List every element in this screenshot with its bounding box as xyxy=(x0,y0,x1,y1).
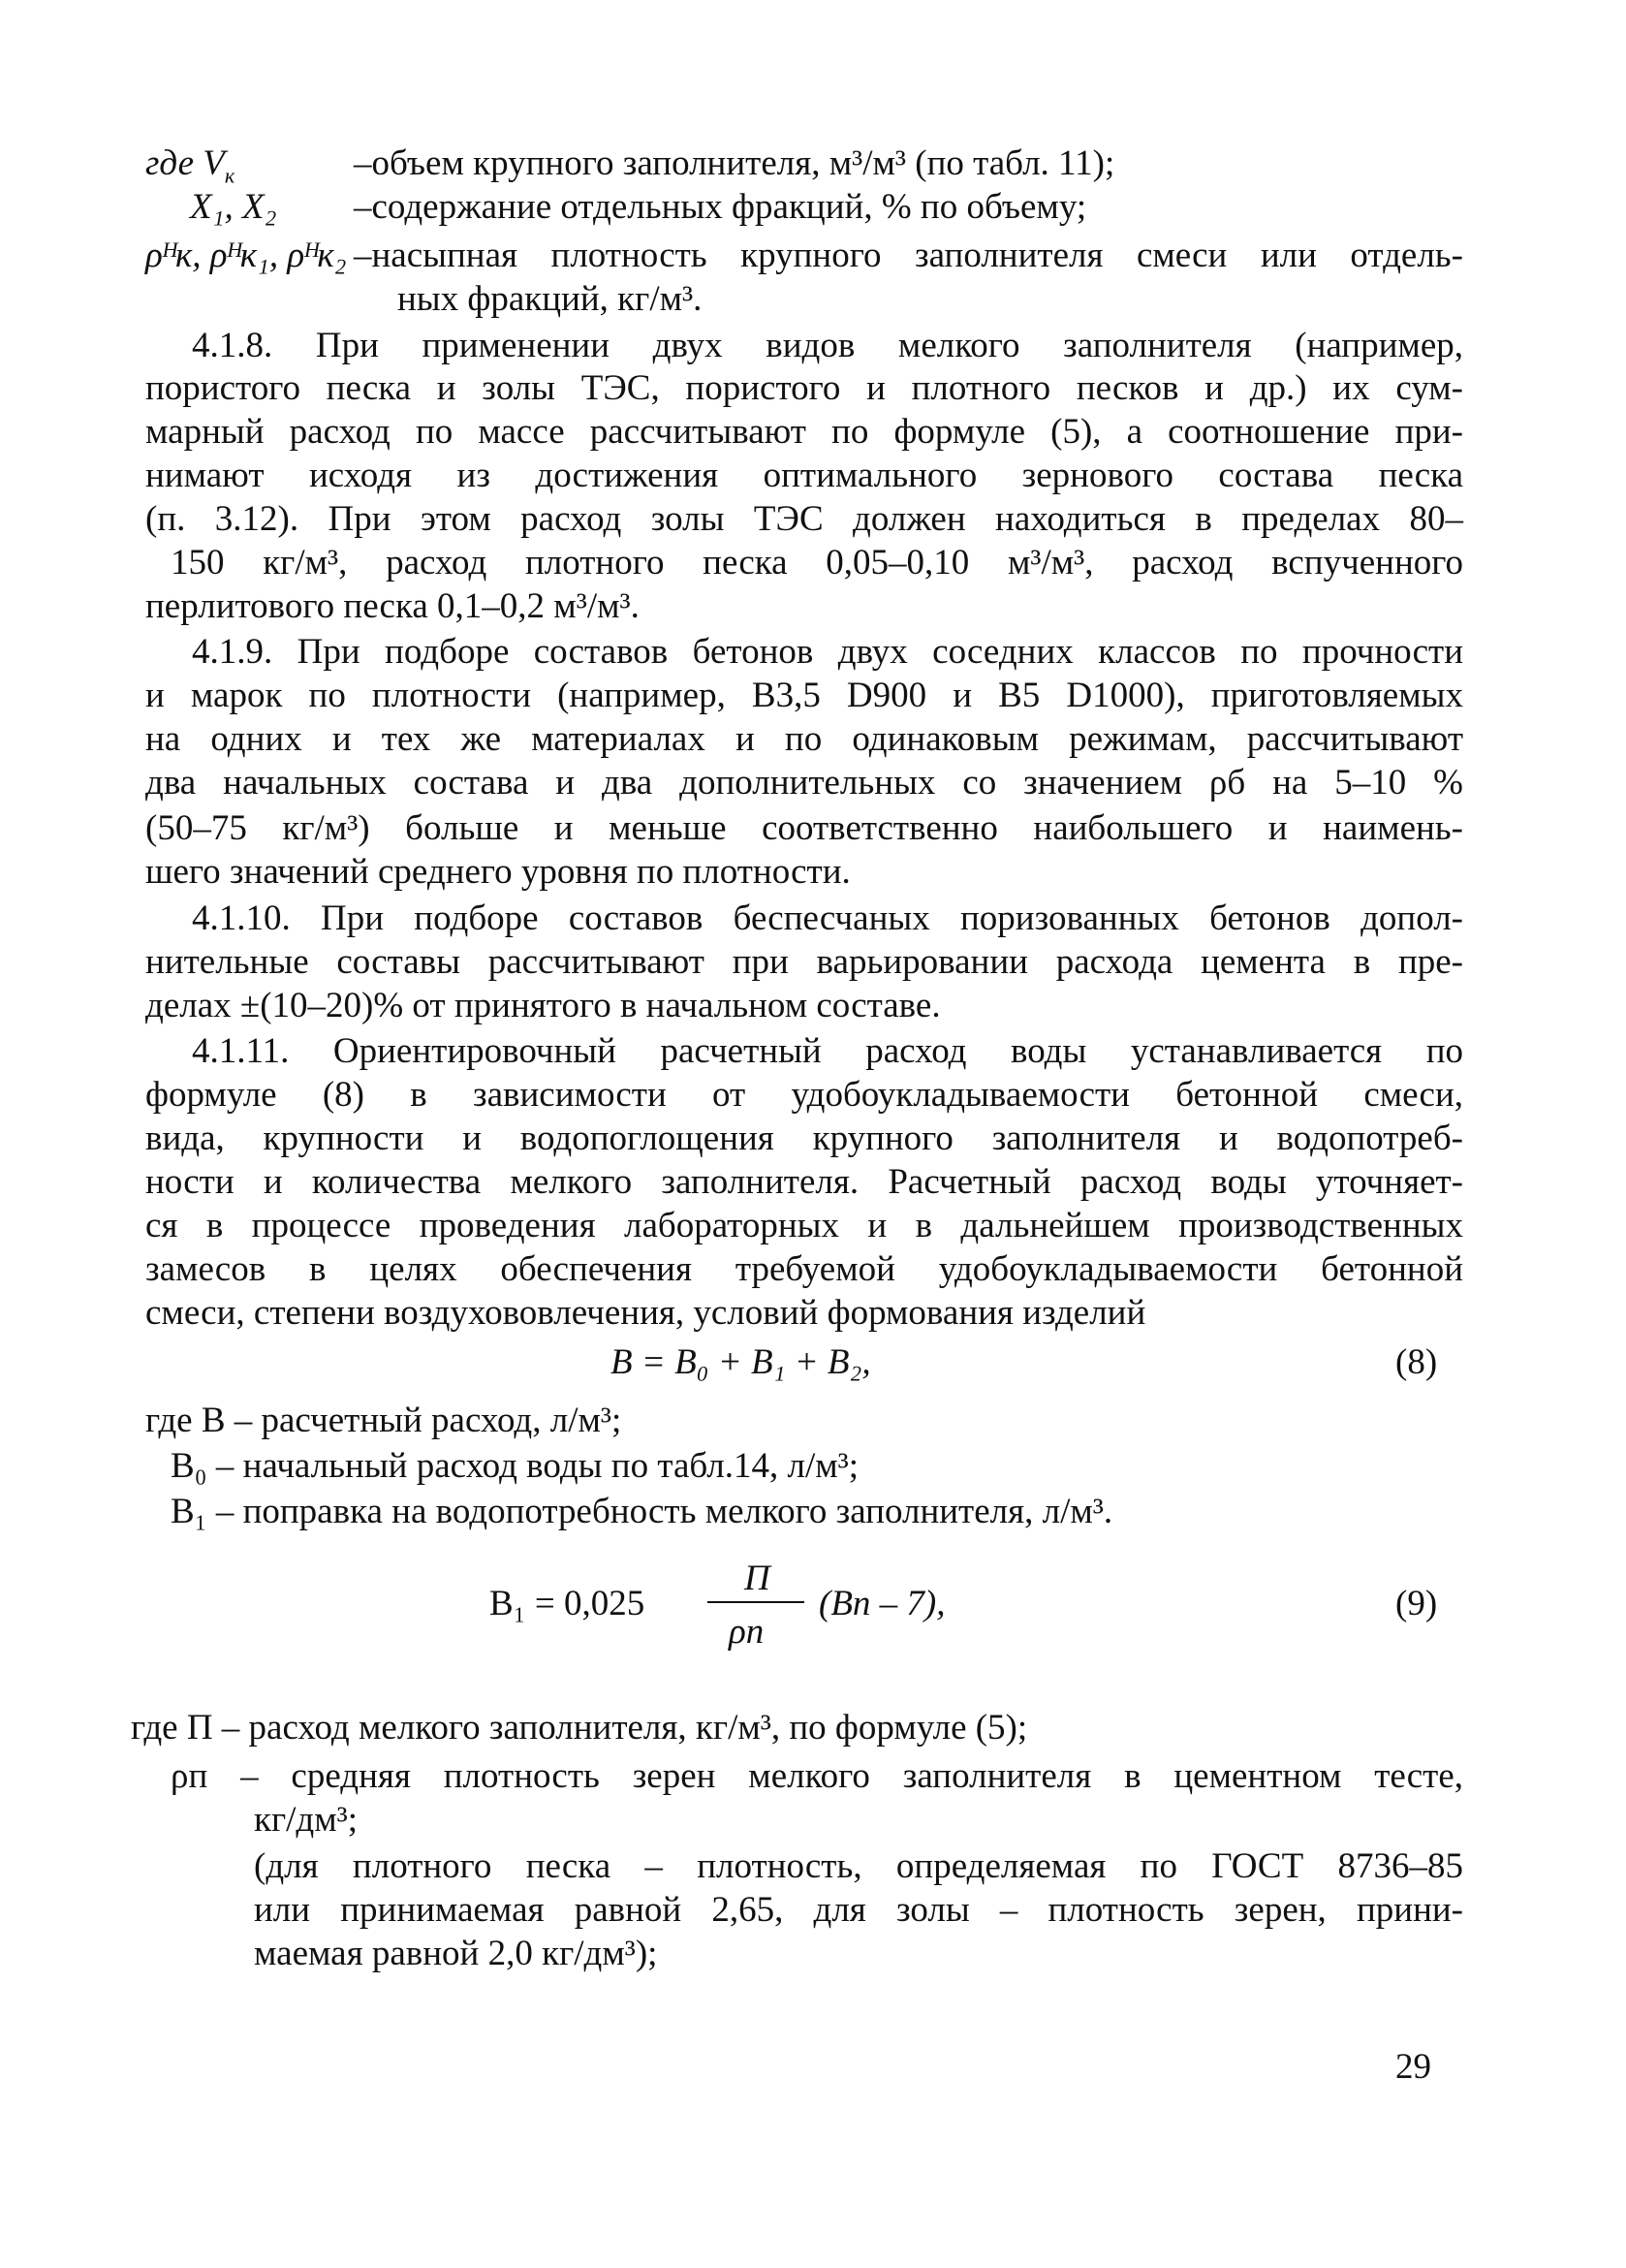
p418-line-4: нимают исходя из достижения оптимального зернового состава песка xyxy=(145,456,1463,495)
def-note-line-2: или принимаемая равной 2,65, для золы – плотность зерен, прини- xyxy=(254,1890,1463,1930)
formula-9-lhs: В₁ = 0,025 xyxy=(489,1584,645,1623)
p418-line-2: пористого песка и золы ТЭС, пористого и плотного песков и др.) их сум- xyxy=(145,368,1463,408)
def-text-rho: –насыпная плотность крупного заполнителя смеси или отдель- xyxy=(354,236,1463,275)
p418-line-7: перлитового песка 0,1–0,2 м³/м³. xyxy=(145,586,640,626)
def-text-vk: –объем крупного заполнителя, м³/м³ (по табл. 11); xyxy=(354,143,1115,183)
p4111-line-6: замесов в целях обеспечения требуемой удобоукладываемости бетонной xyxy=(145,1249,1463,1289)
p418-line-1: 4.1.8. При применении двух видов мелкого заполнителя (например, xyxy=(192,326,1463,365)
def-term-rho: ρᴴк, ρᴴк₁, ρᴴк₂ xyxy=(145,236,347,275)
p4111-line-5: ся в процессе проведения лабораторных и в дальнейшем производственных xyxy=(145,1206,1463,1245)
formula-9-fraction-bar xyxy=(707,1601,804,1603)
p419-line-5: (50–75 кг/м³) больше и меньше соответственно наибольшего и наимень- xyxy=(145,808,1463,848)
p418-line-5: (п. 3.12). При этом расход золы ТЭС должен находиться в пределах 80– xyxy=(145,499,1463,539)
formula-9-number: (9) xyxy=(1395,1584,1438,1623)
p419-line-2: и марок по плотности (например, В3,5 D900 и В5 D1000), приготовляемых xyxy=(145,676,1463,715)
p419-line-6: шего значений среднего уровня по плотности. xyxy=(145,852,851,892)
def-text-x1x2: –содержание отдельных фракций, % по объему; xyxy=(354,187,1087,227)
def-p: где П – расход мелкого заполнителя, кг/м³, по формуле (5); xyxy=(131,1708,1028,1748)
formula-9-numerator: П xyxy=(744,1559,770,1598)
def-rho-p-cont: кг/дм³; xyxy=(254,1800,359,1840)
p419-line-3: на одних и тех же материалах и по одинаковым режимам, рассчитывают xyxy=(145,719,1463,759)
p4111-line-4: ности и количества мелкого заполнителя. Расчетный расход воды уточняет- xyxy=(145,1162,1463,1202)
page-number: 29 xyxy=(1395,2047,1431,2087)
def-rho-p: ρп – средняя плотность зерен мелкого заполнителя в цементном тесте, xyxy=(171,1756,1463,1796)
def-b0: В₀ – начальный расход воды по табл.14, л/м³; xyxy=(171,1446,860,1486)
p4110-line-3: делах ±(10–20)% от принятого в начальном составе. xyxy=(145,986,941,1025)
p4111-line-2: формуле (8) в зависимости от удобоукладываемости бетонной смеси, xyxy=(145,1075,1463,1115)
def-text-rho-cont: ных фракций, кг/м³. xyxy=(397,279,703,319)
p419-line-4: два начальных состава и два дополнительных со значением ρб на 5–10 % xyxy=(145,763,1463,803)
formula-8-number: (8) xyxy=(1395,1342,1438,1382)
formula-9-denominator: ρп xyxy=(729,1612,765,1652)
def-note-line-1: (для плотного песка – плотность, определяемая по ГОСТ 8736–85 xyxy=(254,1846,1463,1886)
def-b1: В₁ – поправка на водопотребность мелкого заполнителя, л/м³. xyxy=(171,1492,1113,1531)
p4110-line-2: нительные составы рассчитывают при варьировании расхода цемента в пре- xyxy=(145,942,1463,982)
def-b: где В – расчетный расход, л/м³; xyxy=(145,1401,622,1440)
p419-line-1: 4.1.9. При подборе составов бетонов двух соседних классов по прочности xyxy=(192,632,1463,672)
formula-9-rhs: (Вп – 7), xyxy=(819,1584,946,1623)
formula-8: В = В₀ + В₁ + В₂, xyxy=(610,1342,871,1382)
def-term-x1x2: X₁, X₂ xyxy=(190,187,277,227)
p4110-line-1: 4.1.10. При подборе составов беспесчаных поризованных бетонов допол- xyxy=(192,898,1463,938)
p4111-line-3: вида, крупности и водопоглощения крупного заполнителя и водопотреб- xyxy=(145,1118,1463,1158)
def-note-line-3: маемая равной 2,0 кг/дм³); xyxy=(254,1934,658,1973)
p4111-line-7: смеси, степени воздухововлечения, условий формования изделий xyxy=(145,1293,1146,1333)
def-term-vk: где $V_к$ xyxy=(145,143,235,188)
p418-line-6: 150 кг/м³, расход плотного песка 0,05–0,10 м³/м³, расход вспученного xyxy=(171,543,1463,583)
p418-line-3: марный расход по массе рассчитывают по формуле (5), а соотношение при- xyxy=(145,412,1463,452)
p4111-line-1: 4.1.11. Ориентировочный расчетный расход воды устанавливается по xyxy=(192,1031,1463,1071)
